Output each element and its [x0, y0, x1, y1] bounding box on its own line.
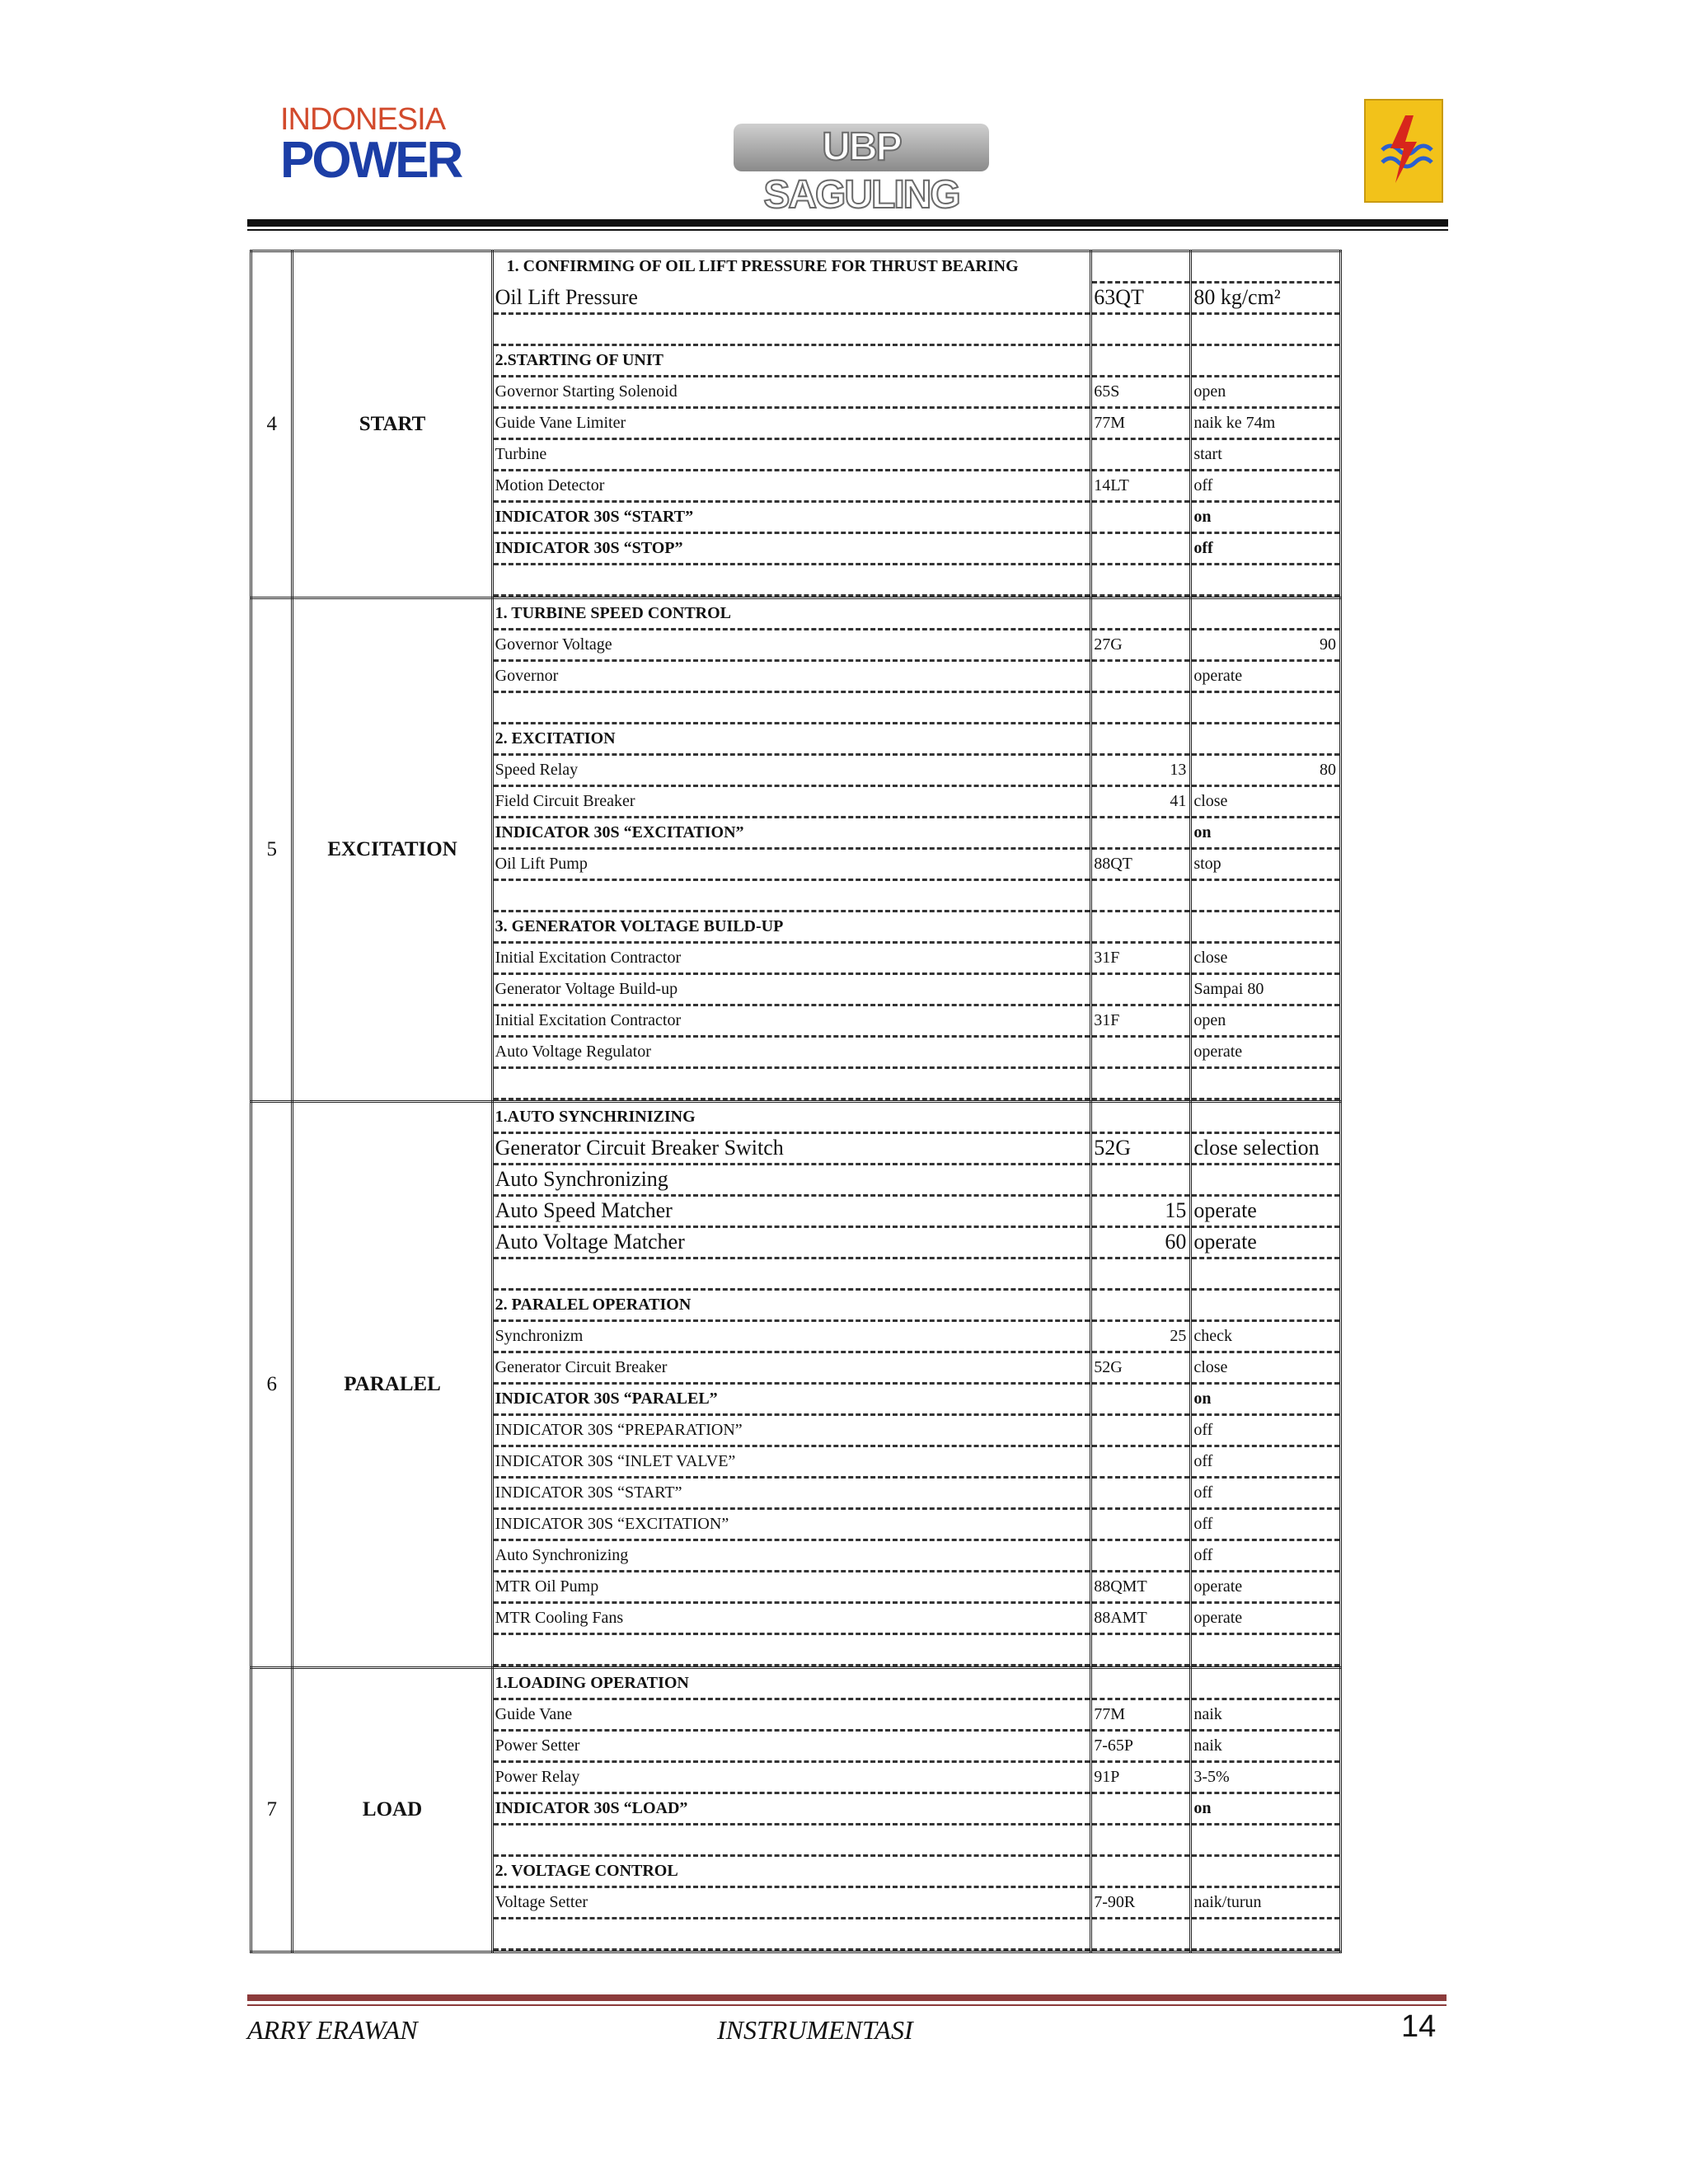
step-value-column: [1191, 1102, 1341, 1668]
step-value: 90: [1192, 630, 1339, 662]
step-code: 88QT: [1092, 850, 1189, 881]
step-description: Generator Voltage Build-up: [494, 975, 1090, 1006]
step-value: [1192, 881, 1339, 912]
step-code: [1092, 565, 1189, 597]
step-code: [1092, 1635, 1189, 1666]
step-description: Motion Detector: [494, 471, 1090, 503]
step-description: [494, 1919, 1090, 1951]
step-description: Governor Voltage: [494, 630, 1090, 662]
step-value: [1192, 1103, 1339, 1134]
step-code: [1092, 1919, 1189, 1951]
step-code: [1092, 881, 1189, 912]
step-code: 63QT: [1092, 284, 1189, 315]
step-value: on: [1192, 1794, 1339, 1825]
indonesia-power-logo: [280, 102, 462, 194]
step-description: 1.LOADING OPERATION: [494, 1669, 1090, 1700]
step-description: Governor: [494, 662, 1090, 693]
step-value-column: [1191, 598, 1341, 1102]
step-description: Auto Voltage Regulator: [494, 1038, 1090, 1069]
step-description: Synchronizm: [494, 1322, 1090, 1353]
step-code: [1092, 818, 1189, 850]
step-code-column: [1091, 1668, 1191, 1952]
step-value: [1192, 1919, 1339, 1951]
section-name: PARALEL: [293, 1102, 492, 1668]
step-description: [494, 881, 1090, 912]
step-description: INDICATOR 30S “PARALEL”: [494, 1385, 1090, 1416]
step-description: Turbine: [494, 440, 1090, 471]
step-value: [1192, 693, 1339, 724]
step-code: [1092, 724, 1189, 756]
step-description: MTR Oil Pump: [494, 1572, 1090, 1604]
step-code: 27G: [1092, 630, 1189, 662]
step-code: 31F: [1092, 944, 1189, 975]
page-number: 14: [1401, 2009, 1437, 2044]
step-value: check: [1192, 1322, 1339, 1353]
step-value: open: [1192, 377, 1339, 409]
step-description: [494, 565, 1090, 597]
step-value: naik/turun: [1192, 1888, 1339, 1919]
step-code: 77M: [1092, 1700, 1189, 1732]
step-code-column: [1091, 598, 1191, 1102]
step-code: 15: [1092, 1197, 1189, 1228]
step-description: Generator Circuit Breaker: [494, 1353, 1090, 1385]
step-value: off: [1192, 1447, 1339, 1479]
step-value: operate: [1192, 1572, 1339, 1604]
step-value: [1192, 1669, 1339, 1700]
step-description: Guide Vane Limiter: [494, 409, 1090, 440]
step-value: [1192, 1291, 1339, 1322]
step-description: 3. GENERATOR VOLTAGE BUILD-UP: [494, 912, 1090, 944]
header-divider-thin: [247, 229, 1448, 231]
step-value: on: [1192, 1385, 1339, 1416]
step-value: operate: [1192, 1197, 1339, 1228]
step-description: [494, 315, 1090, 346]
section-name: START: [293, 251, 492, 598]
step-value: 3-5%: [1192, 1763, 1339, 1794]
step-value: [1192, 1825, 1339, 1857]
step-code: 65S: [1092, 377, 1189, 409]
step-value: [1192, 1635, 1339, 1666]
step-description: Generator Circuit Breaker Switch: [494, 1134, 1090, 1165]
step-value: Sampai 80: [1192, 975, 1339, 1006]
step-description: INDICATOR 30S “EXCITATION”: [494, 818, 1090, 850]
step-code: [1092, 346, 1189, 377]
step-description-column: [492, 1102, 1091, 1668]
step-description: MTR Cooling Fans: [494, 1604, 1090, 1635]
section-row: [251, 251, 1341, 598]
step-description: Initial Excitation Contractor: [494, 1006, 1090, 1038]
step-description: Auto Voltage Matcher: [494, 1228, 1090, 1259]
step-code: 13: [1092, 756, 1189, 787]
step-value: [1192, 565, 1339, 597]
ubp-saguling-logo: UBP SAGULING: [734, 124, 989, 171]
step-code: [1092, 662, 1189, 693]
step-code: [1092, 252, 1189, 284]
step-description: Auto Synchronizing: [494, 1165, 1090, 1197]
step-value: [1192, 724, 1339, 756]
step-code: [1092, 1825, 1189, 1857]
step-value: off: [1192, 1541, 1339, 1572]
step-code: [1092, 1857, 1189, 1888]
step-value: naik ke 74m: [1192, 409, 1339, 440]
step-value: operate: [1192, 1228, 1339, 1259]
step-value: naik: [1192, 1732, 1339, 1763]
footer-author: ARRY ERAWAN: [247, 2015, 418, 2045]
step-code: [1092, 1103, 1189, 1134]
step-description: Auto Synchronizing: [494, 1541, 1090, 1572]
step-description: INDICATOR 30S “INLET VALVE”: [494, 1447, 1090, 1479]
step-value: 80: [1192, 756, 1339, 787]
step-code: [1092, 1291, 1189, 1322]
step-description: [494, 1635, 1090, 1666]
step-description-column: [492, 1668, 1091, 1952]
step-code: [1092, 534, 1189, 565]
step-description: 1. CONFIRMING OF OIL LIFT PRESSURE FOR THRUST BEARING: [506, 257, 1019, 275]
step-value: close: [1192, 1353, 1339, 1385]
step-code: 7-65P: [1092, 1732, 1189, 1763]
step-code: [1092, 975, 1189, 1006]
step-code: [1092, 693, 1189, 724]
step-code: [1092, 1510, 1189, 1541]
step-value: open: [1192, 1006, 1339, 1038]
step-description: Oil Lift Pressure: [494, 284, 1090, 315]
step-description: INDICATOR 30S “START”: [494, 1479, 1090, 1510]
section-row: [251, 1102, 1341, 1668]
lightning-icon: [1366, 101, 1442, 201]
step-code: [1092, 1069, 1189, 1100]
section-row: [251, 1668, 1341, 1952]
step-value-column: [1191, 1668, 1341, 1952]
step-description: 1. TURBINE SPEED CONTROL: [494, 599, 1090, 630]
step-value: [1192, 1259, 1339, 1291]
step-value: close: [1192, 787, 1339, 818]
step-description: Auto Speed Matcher: [494, 1197, 1090, 1228]
step-code: 60: [1092, 1228, 1189, 1259]
step-value: operate: [1192, 662, 1339, 693]
step-code: 77M: [1092, 409, 1189, 440]
step-description: INDICATOR 30S “STOP”: [494, 534, 1090, 565]
step-description: 2. EXCITATION: [494, 724, 1090, 756]
step-value: on: [1192, 503, 1339, 534]
step-value: operate: [1192, 1604, 1339, 1635]
step-code: 25: [1092, 1322, 1189, 1353]
step-description: INDICATOR 30S “PREPARATION”: [494, 1416, 1090, 1447]
logo-text-bottom: POWER: [280, 132, 462, 189]
step-description: [494, 1069, 1090, 1100]
step-description: Power Setter: [494, 1732, 1090, 1763]
header-divider: [247, 219, 1448, 227]
logo-text-top: INDONESIA: [280, 102, 446, 137]
footer-divider: [247, 1994, 1447, 2001]
step-code: [1092, 599, 1189, 630]
step-description-column: [492, 251, 1091, 598]
step-description: Field Circuit Breaker: [494, 787, 1090, 818]
step-description: Initial Excitation Contractor: [494, 944, 1090, 975]
section-row: [251, 598, 1341, 1102]
section-number: 7: [251, 1668, 293, 1952]
step-code: 88AMT: [1092, 1604, 1189, 1635]
step-code: [1092, 440, 1189, 471]
step-description: Voltage Setter: [494, 1888, 1090, 1919]
step-value: [1192, 599, 1339, 630]
step-description: Speed Relay: [494, 756, 1090, 787]
step-value: [1192, 1857, 1339, 1888]
step-code: 41: [1092, 787, 1189, 818]
step-value: operate: [1192, 1038, 1339, 1069]
step-description: INDICATOR 30S “START”: [494, 503, 1090, 534]
step-value: close: [1192, 944, 1339, 975]
step-code-column: [1091, 251, 1191, 598]
section-number: 4: [251, 251, 293, 598]
step-code: 14LT: [1092, 471, 1189, 503]
step-value: start: [1192, 440, 1339, 471]
step-value: off: [1192, 534, 1339, 565]
step-value: [1192, 315, 1339, 346]
step-code: [1092, 1385, 1189, 1416]
procedure-table: [250, 250, 1342, 1953]
step-value: stop: [1192, 850, 1339, 881]
step-value: off: [1192, 1416, 1339, 1447]
section-number: 6: [251, 1102, 293, 1668]
step-code: 88QMT: [1092, 1572, 1189, 1604]
step-value-column: [1191, 251, 1341, 598]
step-value: on: [1192, 818, 1339, 850]
footer-subject: INSTRUMENTASI: [717, 2015, 913, 2045]
step-value: [1192, 912, 1339, 944]
step-code: 91P: [1092, 1763, 1189, 1794]
step-value: [1192, 1069, 1339, 1100]
step-code: 7-90R: [1092, 1888, 1189, 1919]
pln-logo: [1364, 99, 1443, 203]
footer-divider-thin: [247, 2004, 1447, 2006]
step-code: [1092, 1669, 1189, 1700]
step-description: 2. PARALEL OPERATION: [494, 1291, 1090, 1322]
step-description: Governor Starting Solenoid: [494, 377, 1090, 409]
section-name: EXCITATION: [293, 598, 492, 1102]
step-value: off: [1192, 1510, 1339, 1541]
step-code: [1092, 1794, 1189, 1825]
step-description: [494, 1259, 1090, 1291]
step-description: Oil Lift Pump: [494, 850, 1090, 881]
step-code: [1092, 503, 1189, 534]
step-code: [1092, 1416, 1189, 1447]
step-description: Guide Vane: [494, 1700, 1090, 1732]
step-code: 52G: [1092, 1353, 1189, 1385]
step-code: [1092, 315, 1189, 346]
step-description: 2. VOLTAGE CONTROL: [494, 1857, 1090, 1888]
step-description: [494, 693, 1090, 724]
step-value: close selection: [1192, 1134, 1339, 1165]
step-code: [1092, 1447, 1189, 1479]
step-description: [494, 1825, 1090, 1857]
step-description: Power Relay: [494, 1763, 1090, 1794]
step-code: [1092, 1165, 1189, 1197]
step-code: [1092, 1541, 1189, 1572]
step-code-column: [1091, 1102, 1191, 1668]
step-code: 52G: [1092, 1134, 1189, 1165]
step-code: [1092, 1479, 1189, 1510]
step-description: INDICATOR 30S “LOAD”: [494, 1794, 1090, 1825]
step-value: naik: [1192, 1700, 1339, 1732]
step-code: 31F: [1092, 1006, 1189, 1038]
step-code: [1092, 1038, 1189, 1069]
step-value: [1192, 1165, 1339, 1197]
step-value: off: [1192, 471, 1339, 503]
step-code: [1092, 1259, 1189, 1291]
step-description: INDICATOR 30S “EXCITATION”: [494, 1510, 1090, 1541]
step-value: [1192, 252, 1339, 284]
step-description-column: [492, 598, 1091, 1102]
step-value: off: [1192, 1479, 1339, 1510]
step-description: 2.STARTING OF UNIT: [494, 346, 1090, 377]
step-value: [1192, 346, 1339, 377]
section-name: LOAD: [293, 1668, 492, 1952]
step-description: 1.AUTO SYNCHRINIZING: [494, 1103, 1090, 1134]
step-value: 80 kg/cm²: [1192, 284, 1339, 315]
step-code: [1092, 912, 1189, 944]
section-number: 5: [251, 598, 293, 1102]
